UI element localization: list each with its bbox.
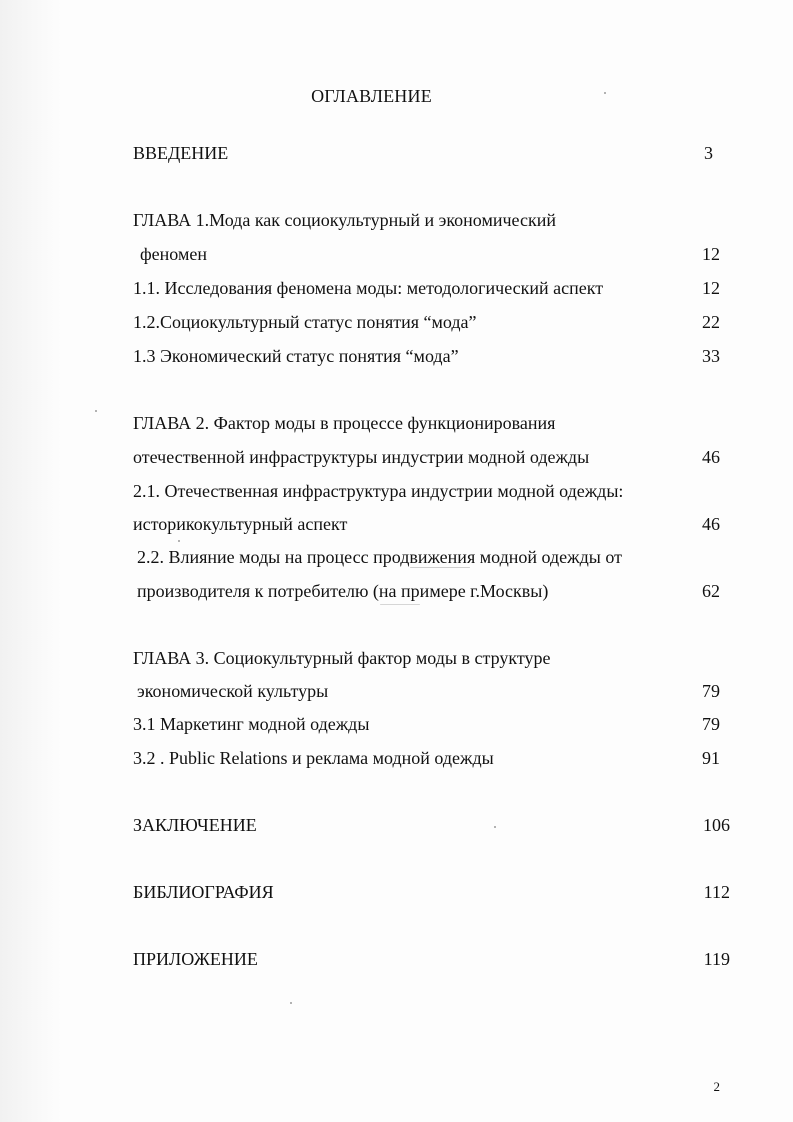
toc-intro-page: 3 bbox=[704, 143, 713, 163]
toc-section-2-2-label-line1: 2.2. Влияние моды на процесс продвижения модной одежды от bbox=[137, 547, 622, 567]
toc-section-2-2-page: 62 bbox=[702, 581, 720, 601]
page-title bbox=[0, 86, 793, 107]
toc-section-1-3-page: 33 bbox=[702, 346, 720, 366]
toc-conclusion-label: ЗАКЛЮЧЕНИЕ bbox=[133, 815, 257, 835]
toc-section-3-1-page: 79 bbox=[702, 714, 720, 734]
toc-chapter1-page: 12 bbox=[702, 244, 720, 264]
toc-chapter2-page: 46 bbox=[702, 447, 720, 467]
scan-speck bbox=[178, 540, 180, 542]
scan-speck bbox=[410, 567, 470, 568]
toc-conclusion-page: 106 bbox=[703, 815, 730, 835]
toc-section-2-2-label-line2: производителя к потребителю (на примере г.Москвы) bbox=[137, 581, 549, 601]
scan-speck bbox=[95, 410, 97, 412]
toc-section-3-2-page: 91 bbox=[702, 748, 720, 768]
toc-section-2-1-page: 46 bbox=[702, 514, 720, 534]
scan-speck bbox=[290, 1002, 292, 1004]
scan-speck bbox=[380, 604, 420, 605]
toc-section-2-1-label-line2: историкокультурный аспект bbox=[133, 514, 348, 534]
toc-chapter1-heading-line1: ГЛАВА 1.Мода как социокультурный и экономический bbox=[133, 210, 556, 230]
toc-section-1-2-page: 22 bbox=[702, 312, 720, 332]
toc-appendix-page: 119 bbox=[703, 949, 730, 969]
toc-bibliography-page: 112 bbox=[703, 882, 730, 902]
toc-section-1-2-label: 1.2.Социокультурный статус понятия “мода” bbox=[133, 312, 477, 332]
toc-section-1-1-label: 1.1. Исследования феномена моды: методологический аспект bbox=[133, 278, 604, 298]
scan-speck bbox=[604, 92, 606, 94]
toc-section-2-1-label-line1: 2.1. Отечественная инфраструктура индустрии модной одежды: bbox=[133, 481, 624, 501]
page-title-text: ОГЛАВЛЕНИЕ bbox=[311, 86, 432, 106]
toc-bibliography-label: БИБЛИОГРАФИЯ bbox=[133, 882, 274, 902]
toc-section-1-3-label: 1.3 Экономический статус понятия “мода” bbox=[133, 346, 459, 366]
toc-chapter3-heading-line1: ГЛАВА 3. Социокультурный фактор моды в структуре bbox=[133, 648, 551, 668]
toc-intro-label: ВВЕДЕНИЕ bbox=[133, 143, 229, 163]
toc-section-3-1-label: 3.1 Маркетинг модной одежды bbox=[133, 714, 370, 734]
toc-chapter1-heading-line2: феномен bbox=[140, 244, 207, 264]
toc-appendix-label: ПРИЛОЖЕНИЕ bbox=[133, 949, 258, 969]
toc-chapter2-heading-line2: отечественной инфраструктуры индустрии модной одежды bbox=[133, 447, 590, 467]
toc-chapter2-heading-line1: ГЛАВА 2. Фактор моды в процессе функционирования bbox=[133, 413, 556, 433]
scan-speck bbox=[494, 826, 496, 828]
page-number: 2 bbox=[713, 1079, 720, 1094]
toc-chapter3-heading-line2: экономической культуры bbox=[137, 681, 329, 701]
toc-chapter3-page: 79 bbox=[702, 681, 720, 701]
toc-section-3-2-label: 3.2 . Public Relations и реклама модной одежды bbox=[133, 748, 494, 768]
scan-edge bbox=[0, 0, 62, 1122]
toc-section-1-1-page: 12 bbox=[702, 278, 720, 298]
